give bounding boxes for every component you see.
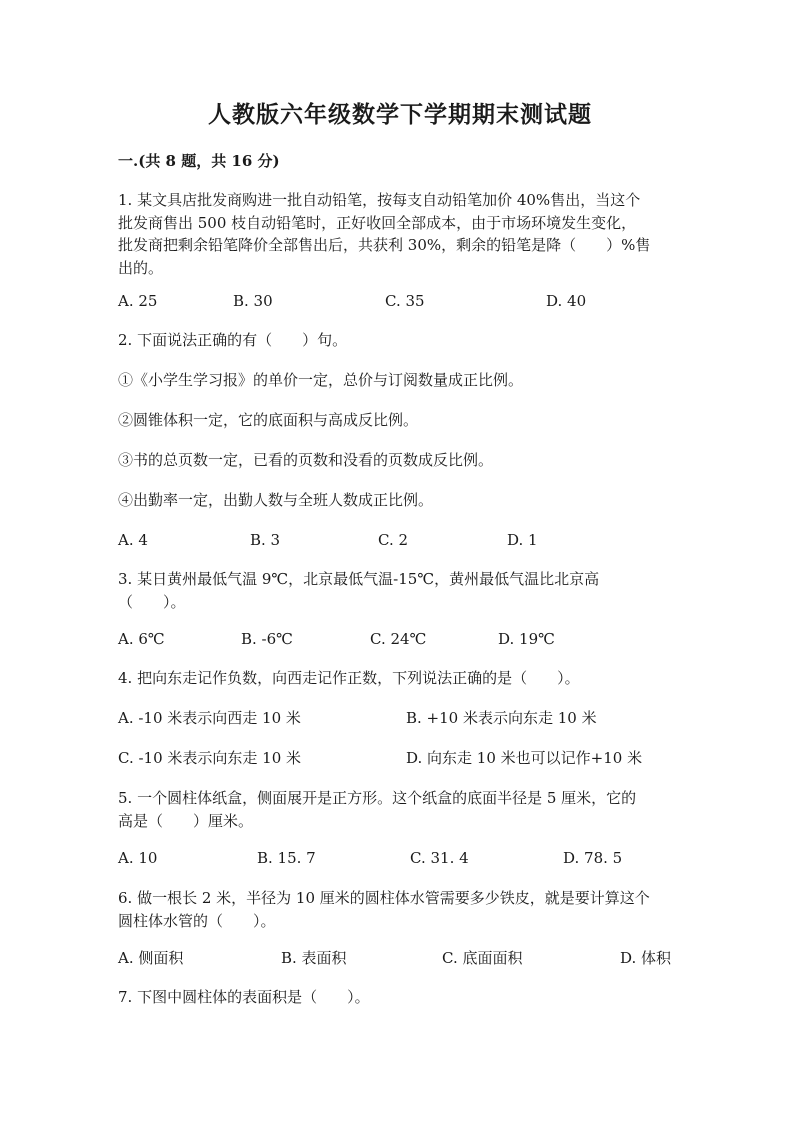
question-5-line: 5. 一个圆柱体纸盒，侧面展开是正方形。这个纸盒的底面半径是 5 厘米，它的 bbox=[118, 789, 637, 807]
question-1 bbox=[118, 189, 678, 279]
question-5 bbox=[118, 787, 678, 832]
question-1-line: 批发商把剩余铅笔降价全部售出后，共获利 30%，剩余的铅笔是降（ ）%售 bbox=[118, 236, 651, 254]
page-title: 人教版六年级数学下学期期末测试题 bbox=[208, 101, 592, 128]
q4-option-d: D. 向东走 10 米也可以记作+10 米 bbox=[406, 749, 643, 767]
q1-option-c: C. 35 bbox=[385, 292, 425, 310]
q6-option-b: B. 表面积 bbox=[281, 949, 347, 967]
question-5-line: 高是（ ）厘米。 bbox=[118, 811, 254, 830]
q3-option-d: D. 19℃ bbox=[498, 630, 555, 648]
q6-option-c: C. 底面面积 bbox=[442, 949, 523, 967]
question-1-line: 批发商售出 500 枝自动铅笔时，正好收回全部成本，由于市场环境发生变化， bbox=[118, 213, 637, 232]
q4-option-c: C. -10 米表示向东走 10 米 bbox=[118, 749, 302, 767]
question-4: 4. 把向东走记作负数，向西走记作正数，下列说法正确的是（ ）。 bbox=[118, 669, 580, 687]
q1-option-b: B. 30 bbox=[233, 292, 273, 310]
q6-option-d: D. 体积 bbox=[620, 949, 672, 967]
q2-statement-1: ①《小学生学习报》的单价一定，总价与订阅数量成正比例。 bbox=[118, 371, 524, 389]
q4-option-a: A. -10 米表示向西走 10 米 bbox=[118, 709, 301, 727]
q2-option-a: A. 4 bbox=[118, 531, 148, 549]
question-6-line: 6. 做一根长 2 米，半径为 10 厘米的圆柱体水管需要多少铁皮，就是要计算这个 bbox=[118, 889, 650, 907]
q5-option-d: D. 78. 5 bbox=[563, 849, 623, 867]
q2-statement-4: ④出勤率一定，出勤人数与全班人数成正比例。 bbox=[118, 491, 434, 509]
q2-statement-2: ②圆锥体积一定，它的底面积与高成反比例。 bbox=[118, 411, 419, 429]
q5-option-a: A. 10 bbox=[118, 849, 158, 867]
q2-statement-3: ③书的总页数一定，已看的页数和没看的页数成反比例。 bbox=[118, 451, 494, 469]
q3-option-b: B. -6℃ bbox=[241, 630, 293, 648]
q4-option-b: B. +10 米表示向东走 10 米 bbox=[406, 709, 597, 727]
question-6 bbox=[118, 887, 678, 932]
question-3 bbox=[118, 568, 678, 613]
q3-option-a: A. 6℃ bbox=[118, 630, 165, 648]
q2-option-b: B. 3 bbox=[250, 531, 281, 549]
q5-option-c: C. 31. 4 bbox=[410, 849, 469, 867]
question-3-line: 3. 某日黄州最低气温 9℃，北京最低气温-15℃，黄州最低气温比北京高 bbox=[118, 570, 600, 588]
question-7: 7. 下图中圆柱体的表面积是（ ）。 bbox=[118, 988, 370, 1006]
q6-option-a: A. 侧面积 bbox=[118, 949, 184, 967]
q2-option-d: D. 1 bbox=[507, 531, 538, 549]
q1-option-d: D. 40 bbox=[546, 292, 587, 310]
question-1-line: 1. 某文具店批发商购进一批自动铅笔，按每支自动铅笔加价 40%售出，当这个 bbox=[118, 191, 641, 209]
q3-option-c: C. 24℃ bbox=[370, 630, 427, 648]
question-6-line: 圆柱体水管的（ ）。 bbox=[118, 911, 276, 930]
question-1-line: 出的。 bbox=[118, 258, 164, 277]
q1-option-a: A. 25 bbox=[118, 292, 158, 310]
section-heading: 一.(共 8 题，共 16 分) bbox=[118, 152, 280, 170]
q5-option-b: B. 15. 7 bbox=[257, 849, 316, 867]
question-2: 2. 下面说法正确的有（ ）句。 bbox=[118, 331, 348, 349]
q2-option-c: C. 2 bbox=[378, 531, 409, 549]
question-3-line: （ ）。 bbox=[118, 592, 186, 611]
